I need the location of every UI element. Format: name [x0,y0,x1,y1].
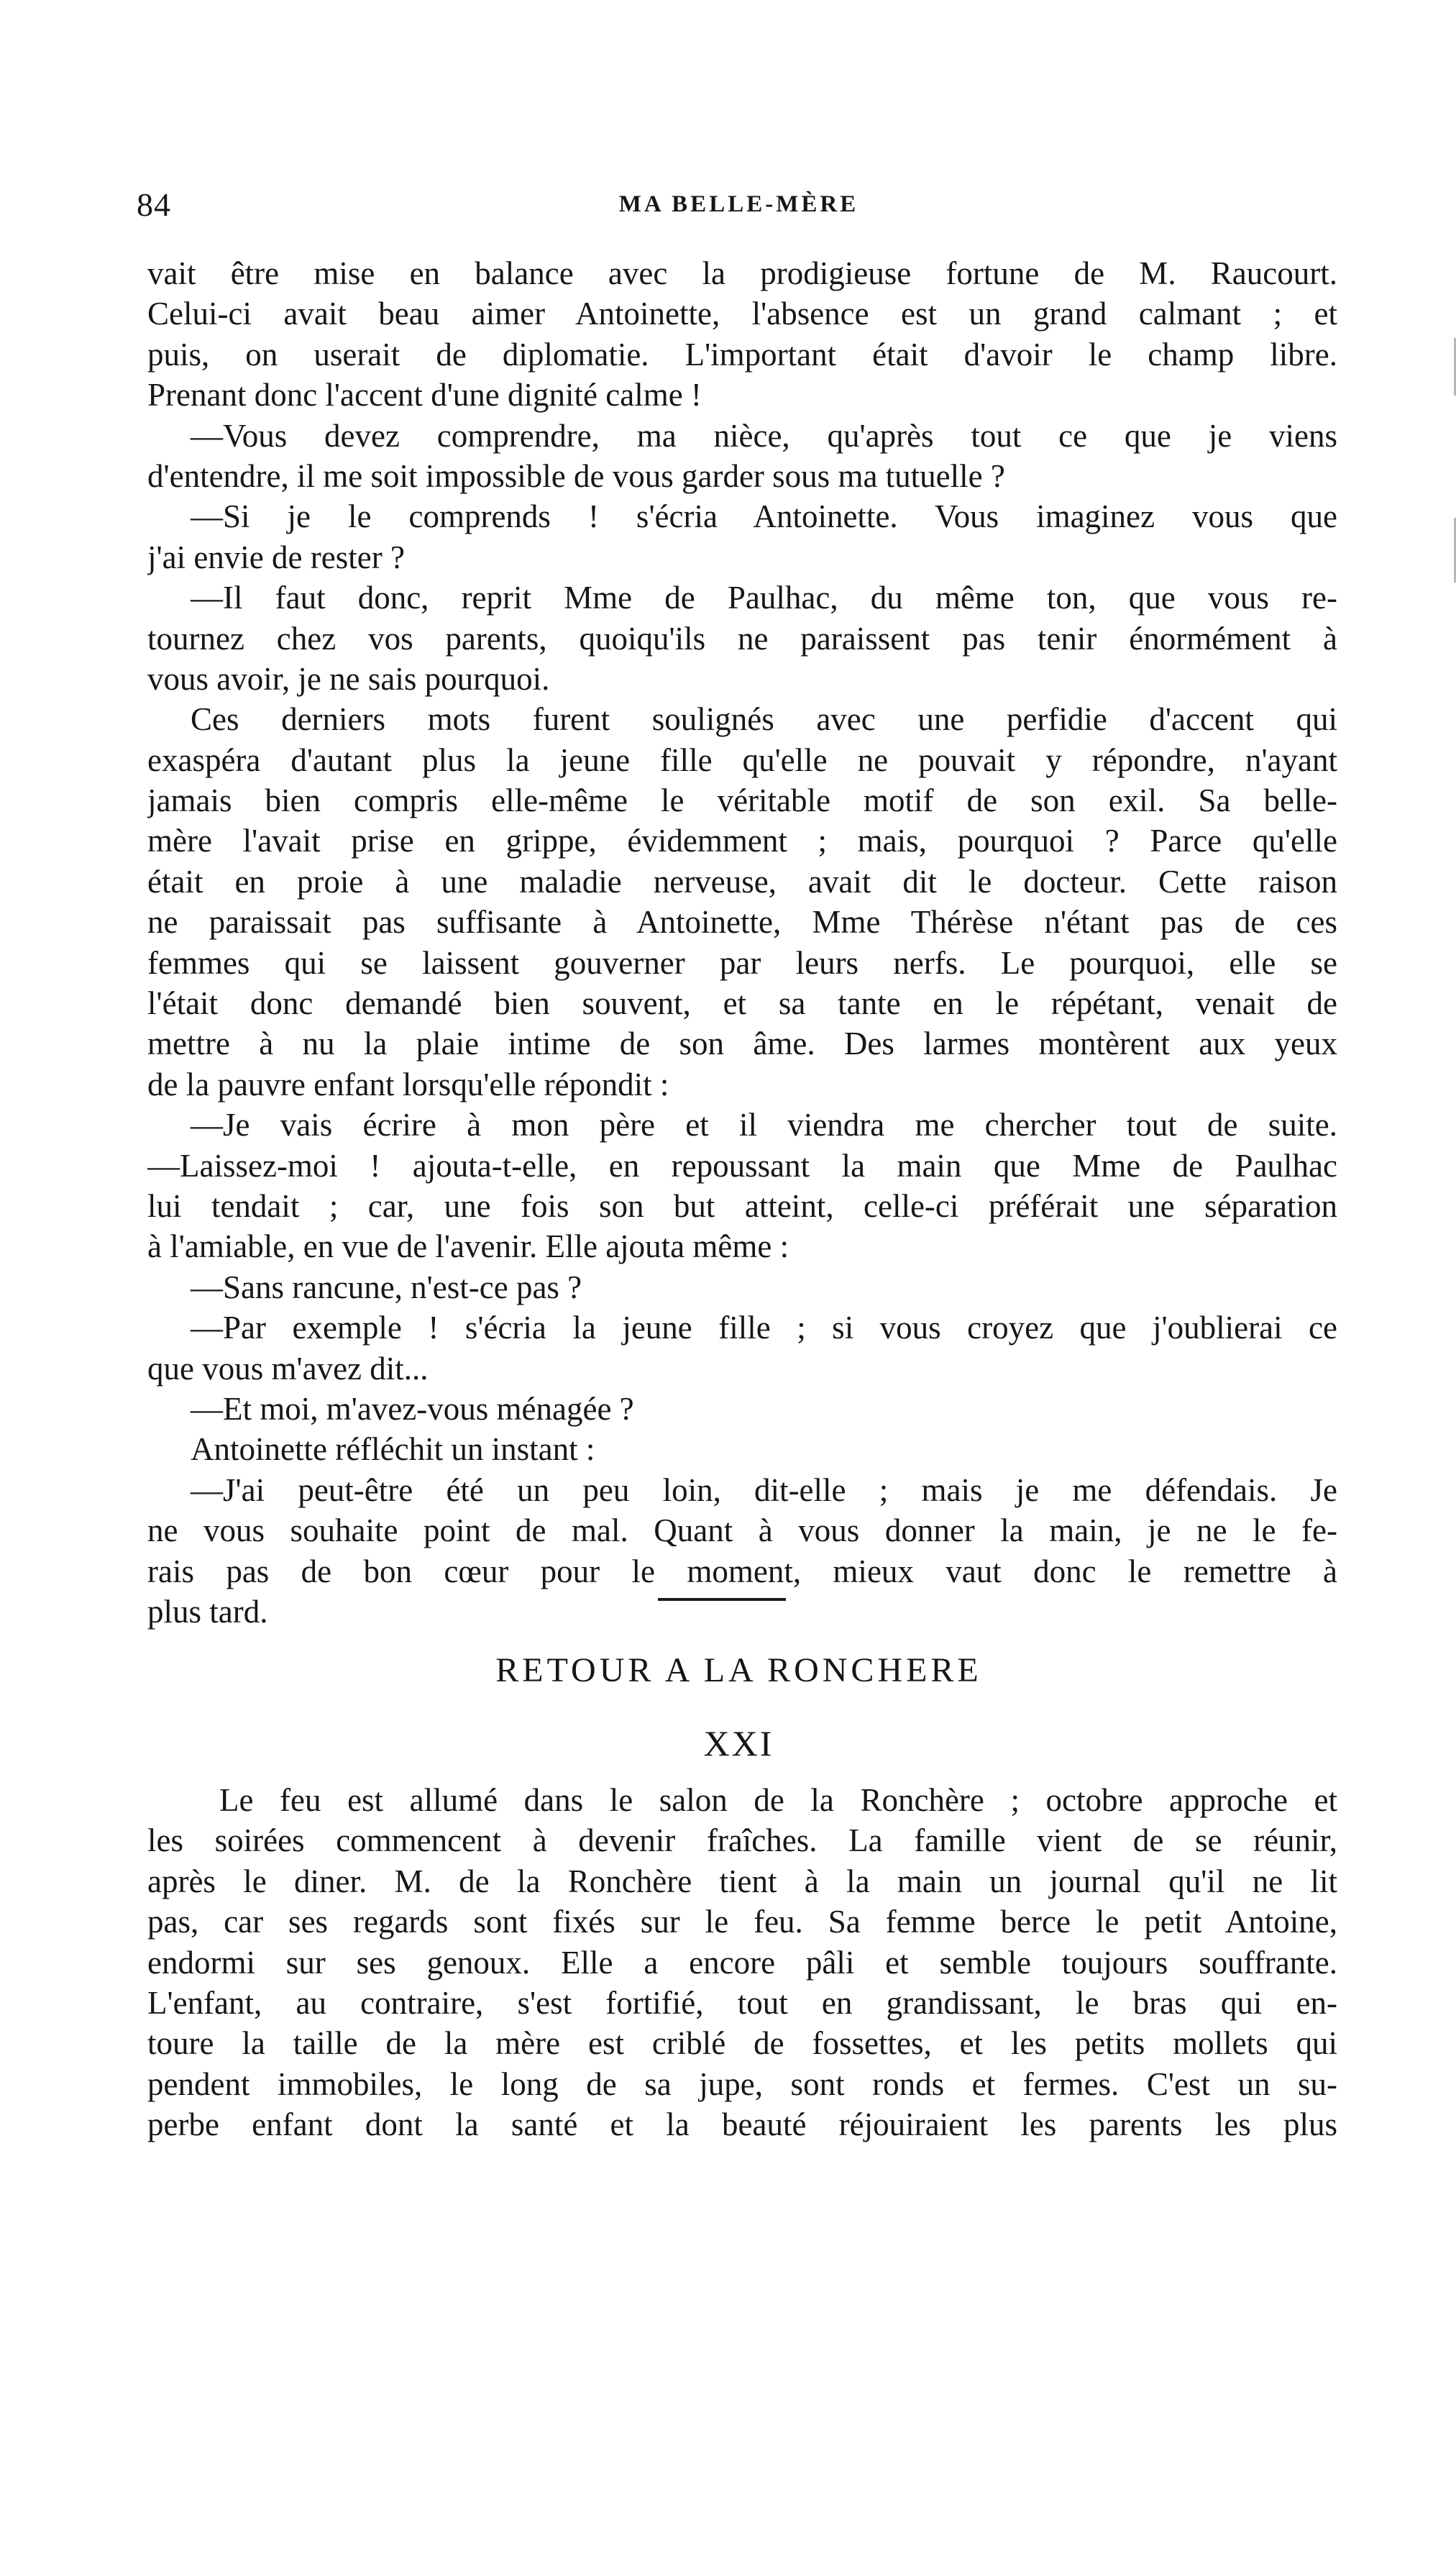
text-block-top [147,253,1337,1632]
text-line: Le feu est allumé dans le salon de la Ronchère ; octobre approche et [219,1782,1337,1818]
text-line: d'entendre, il me soit impossible de vous garder sous ma tutuelle ? [147,457,1005,494]
text-line: —Si je le comprends ! s'écria Antoinette. Vous imaginez vous que [191,498,1337,535]
text-line: Ces derniers mots furent soulignés avec une perfidie d'accent qui [191,701,1337,738]
running-title: MA BELLE-MÈRE [618,191,859,217]
text-line: mettre à nu la plaie intime de son âme. Des larmes montèrent aux yeux [147,1026,1337,1062]
text-line: rais pas de bon cœur pour le moment, mieux vaut donc le remettre à [147,1553,1337,1589]
section-divider [658,1598,786,1601]
text-line: Antoinette réfléchit un instant : [191,1431,595,1468]
text-line: après le diner. M. de la Ronchère tient à la main un journal qu'il ne lit [147,1863,1337,1899]
text-line: toure la taille de la mère est criblé de fossettes, et les petits mollets qui [147,2025,1337,2062]
text-line: —Et moi, m'avez-vous ménagée ? [191,1390,634,1427]
text-line: ne vous souhaite point de mal. Quant à vous donner la main, je ne le fe- [147,1512,1337,1549]
text-line: exaspéra d'autant plus la jeune fille qu'elle ne pouvait y répondre, n'ayant [147,741,1337,778]
text-line: perbe enfant dont la santé et la beauté réjouiraient les parents les plus [147,2106,1337,2143]
text-line: Celui-ci avait beau aimer Antoinette, l'absence est un grand calmant ; et [147,296,1337,332]
text-line: Prenant donc l'accent d'une dignité calme ! [147,377,702,414]
page-number: 84 [137,186,171,223]
text-line: —Laissez-moi ! ajouta-t-elle, en repoussant la main que Mme de Paulhac [147,1147,1337,1184]
text-line: —Je vais écrire à mon père et il viendra me chercher tout de suite. [191,1107,1337,1143]
text-line: mère l'avait prise en grippe, évidemment ; mais, pourquoi ? Parce qu'elle [147,823,1337,859]
text-line: jamais bien compris elle-même le véritable motif de son exil. Sa belle- [147,782,1337,819]
text-line: —Par exemple ! s'écria la jeune fille ; si vous croyez que j'oublierai ce [191,1310,1337,1346]
text-line: pendent immobiles, le long de sa jupe, sont ronds et fermes. C'est un su- [147,2065,1337,2102]
page-header [137,186,1341,229]
text-line: était en proie à une maladie nerveuse, avait dit le docteur. Cette raison [147,863,1337,900]
text-line: plus tard. [147,1593,268,1630]
section-title: RETOUR A LA RONCHERE [495,1651,982,1689]
text-line: de la pauvre enfant lorsqu'elle répondit : [147,1066,669,1102]
text-line: L'enfant, au contraire, s'est fortifié, tout en grandissant, le bras qui en- [147,1984,1337,2021]
text-line: les soirées commencent à devenir fraîches. La famille vient de se réunir, [147,1822,1337,1859]
text-line: —Il faut donc, reprit Mme de Paulhac, du même ton, que vous re- [191,580,1337,616]
text-line: ne paraissait pas suffisante à Antoinette, Mme Thérèse n'étant pas de ces [147,904,1337,941]
text-line: pas, car ses regards sont fixés sur le feu. Sa femme berce le petit Antoine, [147,1904,1337,1940]
text-line: j'ai envie de rester ? [147,539,405,575]
text-line: à l'amiable, en vue de l'avenir. Elle ajouta même : [147,1228,789,1265]
text-line: que vous m'avez dit... [147,1350,429,1387]
text-line: vait être mise en balance avec la prodigieuse fortune de M. Raucourt. [147,255,1337,291]
text-line: endormi sur ses genoux. Elle a encore pâli et semble toujours souffrante. [147,1944,1337,1981]
text-line: vous avoir, je ne sais pourquoi. [147,660,550,697]
text-block-bottom [147,1780,1337,2145]
text-line: lui tendait ; car, une fois son but atteint, celle-ci préférait une séparation [147,1187,1337,1224]
text-line: —J'ai peut-être été un peu loin, dit-elle ; mais je me défendais. Je [191,1471,1337,1508]
text-line: —Sans rancune, n'est-ce pas ? [191,1269,582,1305]
text-line: tournez chez vos parents, quoiqu'ils ne paraissent pas tenir énormément à [147,620,1337,657]
text-line: —Vous devez comprendre, ma nièce, qu'après tout ce que je viens [191,417,1337,454]
chapter-number: XXI [703,1723,774,1763]
text-line: l'était donc demandé bien souvent, et sa tante en le répétant, venait de [147,985,1337,1022]
text-line: puis, on userait de diplomatie. L'important était d'avoir le champ libre. [147,336,1337,373]
text-line: femmes qui se laissent gouverner par leurs nerfs. Le pourquoi, elle se [147,944,1337,981]
